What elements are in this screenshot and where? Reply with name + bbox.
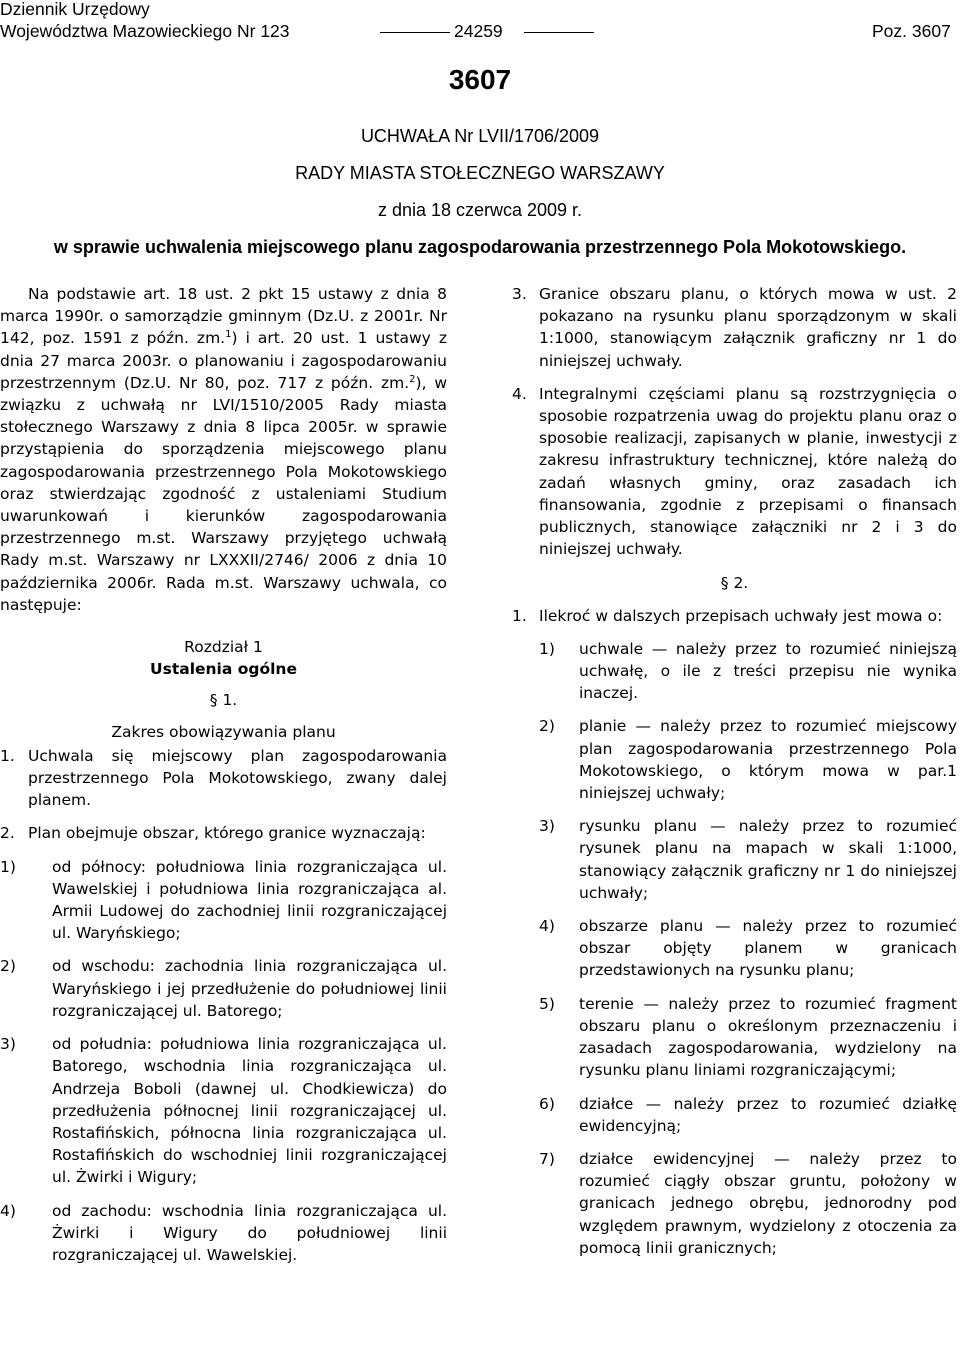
item-text: od wschodu: zachodnia linia rozgraniczająca ul. Waryńskiego i jej przedłużenie do południowej linii rozgraniczającej ul. Batorego; — [52, 957, 447, 1020]
journal-name: Dziennik Urzędowy — [0, 0, 150, 19]
right-column — [512, 283, 957, 1259]
point-text: Granice obszaru planu, o których mowa w ust. 2 pokazano na rysunku planu sporządzonym w skali 1:1000, stanowiącym załącznik graficzny nr 1 do niniejszej uchwały. — [539, 285, 957, 370]
definition-item-7 — [539, 1148, 957, 1259]
par1-point-4 — [512, 383, 957, 561]
boundary-item-3 — [0, 1033, 447, 1188]
point-number: 3. — [512, 285, 527, 303]
item-number: 3) — [0, 1035, 16, 1054]
position-number: Poz. 3607 — [872, 21, 951, 41]
item-text: rysunku planu — należy przez to rozumieć rysunek planu na mapach w skali 1:1000, stanowiący załącznik graficzny nr 1 do niniejszej uchwały; — [579, 817, 957, 902]
resolution-issuer: RADY MIASTA STOŁECZNEGO WARSZAWY — [295, 163, 665, 183]
item-number: 2) — [539, 717, 555, 736]
resolution-date: z dnia 18 czerwca 2009 r. — [377, 200, 583, 220]
section-2-heading: § 2. — [720, 574, 749, 593]
point-number: 1. — [512, 606, 527, 625]
footnote-1: 1 — [225, 329, 232, 341]
par1-point-1 — [0, 745, 447, 812]
item-text: planie — należy przez to rozumieć miejscowy plan zagospodarowania przestrzennego Pola Mokotowskiego, o którym mowa w par.1 niniejszej uchwały; — [579, 717, 957, 803]
point-text: Ilekroć w dalszych przepisach uchwały jest mowa o: — [539, 606, 943, 625]
item-number: 1) — [539, 639, 555, 658]
item-text: obszarze planu — należy przez to rozumieć obszar objęty planem w granicach przedstawionych na rysunku planu; — [579, 917, 957, 980]
item-number: 2) — [0, 957, 16, 976]
chapter-title: Ustalenia ogólne — [150, 660, 297, 679]
definition-item-5 — [539, 993, 957, 1082]
item-text: działce ewidencyjnej — należy przez to rozumieć ciągły obszar gruntu, położony w granicach jednego obrębu, jednorodny pod względem prawnym, wydzielony z otoczenia za pomocą linii granicznych; — [579, 1149, 957, 1257]
item-number: 6) — [539, 1094, 555, 1113]
point-number: 2. — [0, 824, 15, 843]
point-number: 1. — [0, 746, 15, 765]
item-number: 5) — [539, 994, 555, 1013]
definition-item-2 — [539, 715, 957, 804]
point-text: Uchwala się miejscowy plan zagospodarowania przestrzennego Pola Mokotowskiego, zwany dalej planem. — [28, 746, 447, 810]
item-number: 1) — [0, 857, 16, 876]
preamble-part-3: ), w związku z uchwałą nr LVI/1510/2005 Rady miasta stołecznego Warszawy z dnia 8 lipca 2005r. w sprawie przystąpienia do sporządzenia miejscowego planu zagospodarowania przestrzennego Pola Mokotowskiego oraz stwierdzając zgodność z ustaleniami Studium uwarunkowań i kierunków zagospodarowania przestrzennego m.st. Warszawy przyjętego uchwałą Rady m.st. Warszawy nr LXXXII/2746/ 2006 z dnia 10 października 2006r. Rada m.st. Warszawy uchwala, co następuje: — [0, 373, 448, 614]
section-1-heading: § 1. — [209, 691, 238, 710]
preamble-part-1: Na podstawie art. 18 ust. 2 pkt 15 ustawy z dnia 8 marca 1990r. o samorządzie gminnym (Dz.U. z 2001r. Nr 142, poz. 1591 z późn. zm. — [0, 285, 447, 348]
point-number: 4. — [512, 384, 527, 403]
point-text: Integralnymi częściami planu są rozstrzygnięcia o sposobie rozpatrzenia uwag do projektu planu oraz o sposobie realizacji, zapisanych w planie, inwestycji z zakresu infrastruktury technicznej, które należą do zadań własnych gminy, oraz zasadach ich finansowania, zgodnie z przepisami o finansach publicznych, stanowiące załączniki nr 2 i 3 do niniejszej uchwały. — [539, 384, 957, 559]
boundary-item-4 — [0, 1200, 447, 1267]
page-number: 24259 — [454, 21, 503, 41]
preamble-part-2: ) i art. 20 ust. 1 ustawy z dnia 27 marca 2003r. o planowaniu i zagospodarowaniu przestrzennym (Dz.U. Nr 80, poz. 717 z późn. zm. — [0, 329, 447, 392]
par2-point-1 — [512, 605, 957, 627]
section-1-title: Zakres obowiązywania planu — [111, 722, 336, 741]
par1-point-3 — [512, 283, 957, 372]
item-number: 7) — [539, 1149, 555, 1168]
resolution-subject: w sprawie uchwalenia miejscowego planu zagospodarowania przestrzennego Pola Mokotowskiego. — [53, 237, 907, 257]
item-text: terenie — należy przez to rozumieć fragment obszaru planu o określonym przeznaczeniu i zasadach zagospodarowania, wydzielony na rysunku planu liniami rozgraniczającymi; — [579, 994, 957, 1080]
header-dash-left — [380, 32, 450, 33]
item-text: od południa: południowa linia rozgraniczająca ul. Batorego, wschodnia linia rozgraniczająca ul. Andrzeja Boboli (dawnej ul. Chodkiewicza) do przedłużenia północnej linii rozgraniczającej ul. Rostafińskich, północna linia rozgraniczająca ul. Rostafińskich do wschodniej linii rozgraniczającej ul. Żwirki i Wigury; — [52, 1035, 447, 1187]
preamble — [0, 283, 447, 616]
chapter-label: Rozdział 1 — [184, 638, 263, 657]
definition-item-6 — [539, 1093, 957, 1137]
item-text: od północy: południowa linia rozgraniczająca ul. Wawelskiej i południowa linia rozgraniczająca al. Armii Ludowej do zachodniej linii rozgraniczającej ul. Waryńskiego; — [52, 857, 447, 943]
item-text: uchwale — należy przez to rozumieć niniejszą uchwałę, o ile z treści przepisu nie wynika inaczej. — [579, 639, 957, 703]
item-text: od zachodu: wschodnia linia rozgraniczająca ul. Żwirki i Wigury do południowej linii rozgraniczającej ul. Wawelskiej. — [52, 1201, 447, 1264]
boundary-item-2 — [0, 955, 447, 1022]
item-number: 4) — [0, 1201, 16, 1220]
definition-item-3 — [539, 815, 957, 904]
left-column — [0, 283, 447, 1266]
item-text: działce — należy przez to rozumieć działkę ewidencyjną; — [579, 1094, 957, 1135]
footnote-2: 2 — [409, 373, 416, 385]
resolution-title: UCHWAŁA Nr LVII/1706/2009 — [360, 126, 600, 146]
par1-point-2 — [0, 822, 447, 844]
boundary-item-1 — [0, 856, 447, 945]
document-number: 3607 — [448, 64, 512, 95]
point-text: Plan obejmuje obszar, którego granice wyznaczają: — [28, 824, 426, 843]
definition-item-1 — [539, 638, 957, 705]
definition-item-4 — [539, 915, 957, 982]
item-number: 4) — [539, 917, 555, 936]
journal-issue: Województwa Mazowieckiego Nr 123 — [0, 21, 290, 41]
header-dash-right — [524, 32, 594, 33]
item-number: 3) — [539, 817, 555, 836]
